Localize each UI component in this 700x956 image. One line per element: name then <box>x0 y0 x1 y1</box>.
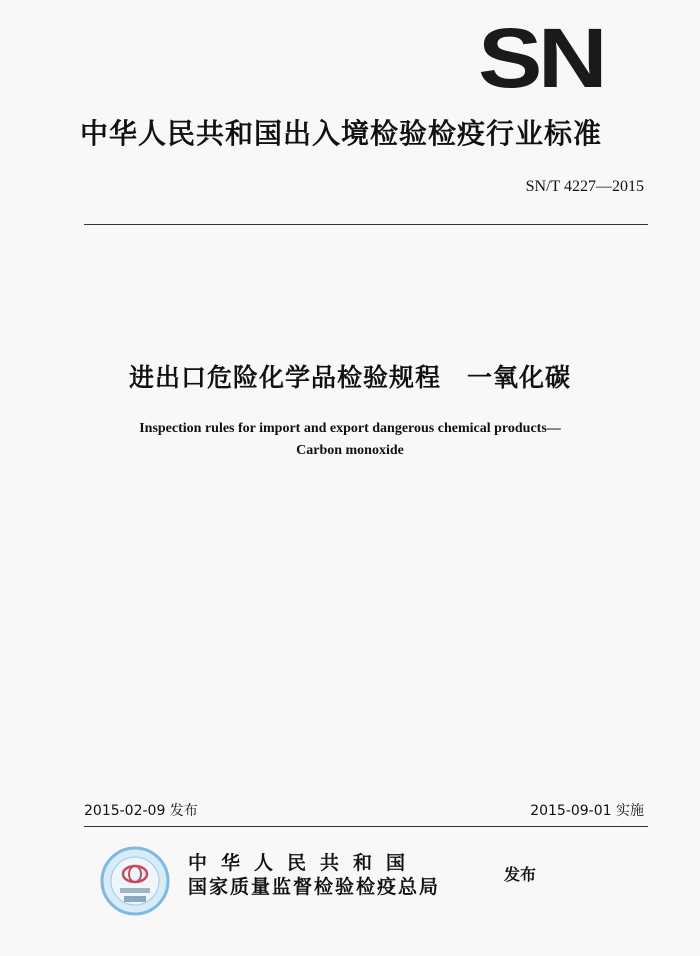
industry-standard-title: 中华人民共和国出入境检验检疫行业标准 <box>80 117 603 150</box>
chinese-title: 进出口危险化学品检验规程 一氧化碳 <box>128 363 571 392</box>
issue-date: 2015-02-09 发布 <box>84 803 198 819</box>
issue-word: 发布 <box>504 865 537 884</box>
standard-number: SN/T 4227—2015 <box>525 178 644 195</box>
sn-logo: SN <box>478 11 604 105</box>
english-title-line2: Carbon monoxide <box>296 443 404 458</box>
issuer-country: 中华人民共和国 <box>188 852 420 874</box>
top-divider <box>84 224 648 225</box>
implement-date: 2015-09-01 实施 <box>530 803 644 819</box>
english-title <box>0 418 700 462</box>
issuer <box>188 852 440 900</box>
issuer-agency: 国家质量监督检验检疫总局 <box>188 876 441 898</box>
seal-icon <box>100 846 170 916</box>
english-title-line1: Inspection rules for import and export dangerous chemical products— <box>139 421 561 436</box>
bottom-divider <box>84 826 648 827</box>
